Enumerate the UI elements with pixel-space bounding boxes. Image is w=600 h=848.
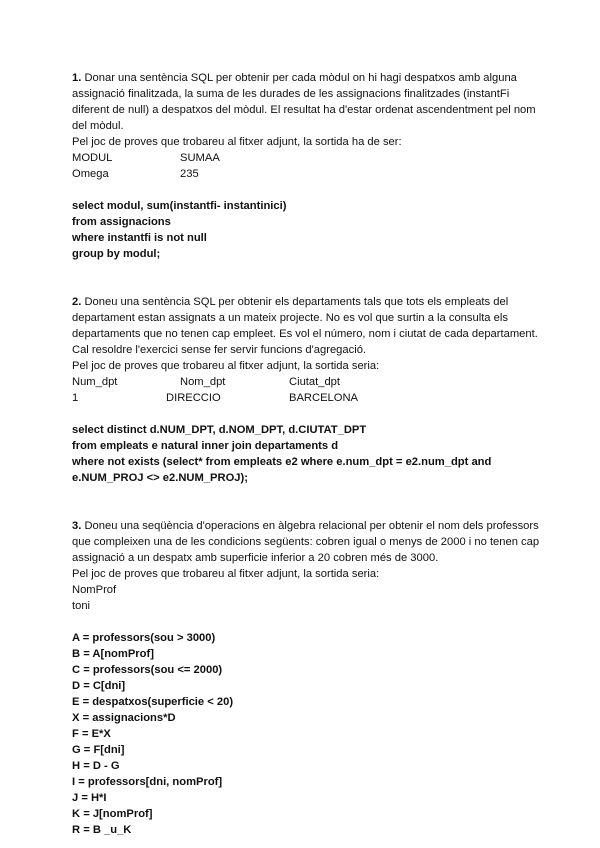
question-1-text: Donar una sentència SQL per obtenir per cada mòdul on hi hagi despatxos amb alguna assignació finalitzada, la suma de les durades de les assignacions finalitzades (instantFi diferent de null) a despatxos del mòdul. El resultat ha d'estar ordenat ascendentment pel nom del mòdul. (72, 72, 536, 132)
code-line: B = A[nomProf] (72, 648, 154, 660)
code-line: select modul, sum(instantfi- instantinici) (72, 200, 287, 212)
result-header-cell: SUMAA (180, 152, 220, 164)
code-line: where instantfi is not null (72, 232, 207, 244)
code-line: J = H*I (72, 792, 107, 804)
code-line: G = F[dni] (72, 744, 125, 756)
question-2-result-row (72, 390, 542, 406)
code-line: E = despatxos(superficie < 20) (72, 696, 234, 708)
result-header-cell: Nom_dpt (180, 376, 226, 388)
question-2-test-note: Pel joc de proves que trobareu al fitxer adjunt, la sortida seria: (72, 360, 380, 372)
question-3-code (72, 630, 542, 838)
code-line: C = professors(sou <= 2000) (72, 664, 223, 676)
question-2-statement (72, 294, 542, 358)
question-1-result-row (72, 166, 542, 182)
question-2-result-header (72, 374, 542, 390)
question-3-text: Doneu una seqüència d'operacions en àlgebra relacional per obtenir el nom dels professors que compleixen una de les condicions següents: cobren igual o menys de 2000 i no tenen cap assignació a un despatx amb superficie inferior a 20 cobren més de 3000. (72, 520, 540, 564)
code-line: X = assignacions*D (72, 712, 176, 724)
code-line: from empleats e natural inner join departaments d (72, 440, 339, 452)
question-3 (72, 518, 542, 838)
code-line: D = C[dni] (72, 680, 126, 692)
code-line: R = B _u_K (72, 824, 132, 836)
result-cell: 235 (180, 168, 199, 180)
question-1-test-note: Pel joc de proves que trobareu al fitxer adjunt, la sortida ha de ser: (72, 136, 402, 148)
question-3-result-row (72, 598, 542, 614)
result-header-cell: Ciutat_dpt (289, 376, 340, 388)
code-line: K = J[nomProf] (72, 808, 153, 820)
code-line: I = professors[dni, nomProf] (72, 776, 223, 788)
code-line: select distinct d.NUM_DPT, d.NOM_DPT, d.CIUTAT_DPT (72, 424, 367, 436)
result-cell: Omega (72, 168, 109, 180)
code-line: F = E*X (72, 728, 111, 740)
result-header-cell: Num_dpt (72, 376, 118, 388)
code-line: A = professors(sou > 3000) (72, 632, 216, 644)
question-2-code (72, 422, 542, 486)
result-header-cell: NomProf (72, 584, 117, 596)
result-cell: toni (72, 600, 91, 612)
code-line: H = D - G (72, 760, 120, 772)
question-2-number: 2. (72, 296, 82, 308)
question-3-number: 3. (72, 520, 82, 532)
question-1-code (72, 198, 542, 262)
code-line: group by modul; (72, 248, 161, 260)
code-line: where not exists (select* from empleats e2 where e.num_dpt = e2.num_dpt and (72, 456, 492, 468)
result-header-cell: MODUL (72, 152, 113, 164)
question-1-statement (72, 70, 542, 134)
question-1-result-header (72, 150, 542, 166)
question-3-statement (72, 518, 542, 566)
result-cell: DIRECCIO (166, 392, 221, 404)
result-cell: BARCELONA (289, 392, 359, 404)
question-2-text: Doneu una sentència SQL per obtenir els departaments tals que tots els empleats del departament estan assignats a un mateix projecte. No es vol que surtin a la consulta els departaments que no tenen cap empleet. Es vol el número, nom i ciutat de cada departament. Cal resoldre l'exercici sense fer servir funcions d'agregació. (72, 296, 538, 356)
code-line: e.NUM_PROJ <> e2.NUM_PROJ); (72, 472, 248, 484)
question-1-number: 1. (72, 72, 82, 84)
question-2 (72, 294, 542, 486)
code-line: from assignacions (72, 216, 171, 228)
document-page (72, 70, 542, 838)
question-3-result-header (72, 582, 542, 598)
question-3-test-note: Pel joc de proves que trobareu al fitxer adjunt, la sortida seria: (72, 568, 380, 580)
result-cell: 1 (72, 392, 79, 404)
question-1 (72, 70, 542, 262)
